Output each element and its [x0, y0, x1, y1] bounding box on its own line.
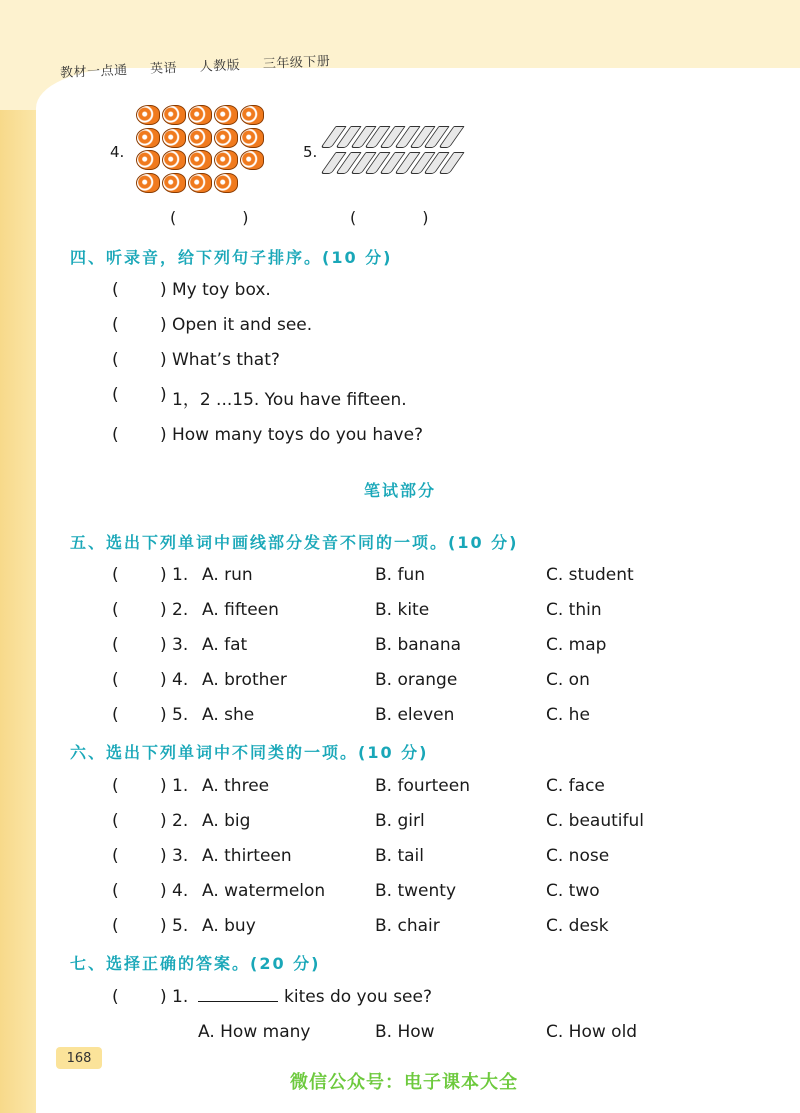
- sentence-text: How many toys do you have?: [172, 425, 424, 445]
- option-c[interactable]: C. desk: [546, 916, 609, 936]
- option-c[interactable]: C. nose: [546, 846, 610, 866]
- fish-icon: [188, 105, 212, 125]
- option-b[interactable]: B. girl: [375, 811, 425, 831]
- sentence-text: My toy box.: [172, 280, 271, 300]
- question-number: 2.: [172, 600, 189, 620]
- option-b[interactable]: B. twenty: [375, 881, 456, 901]
- section-4-title: 四、听录音，给下列句子排序。(10 分): [70, 248, 393, 267]
- answer-bracket-close: ): [160, 635, 167, 655]
- fish-icon: [214, 150, 238, 170]
- watermark-text: 微信公众号：电子课本大全: [290, 1072, 518, 1093]
- book-title: 教材一点通: [59, 63, 128, 81]
- fish-icon: [240, 128, 264, 148]
- answer-bracket-open[interactable]: (: [112, 600, 119, 620]
- question-number: 1.: [172, 987, 189, 1007]
- question-number: 4.: [172, 670, 189, 690]
- answer-bracket-close: ): [160, 881, 167, 901]
- fish-icon: [214, 105, 238, 125]
- answer-bracket-close: ): [160, 385, 167, 405]
- option-a[interactable]: A. buy: [202, 916, 256, 936]
- answer-bracket-open[interactable]: (: [112, 705, 119, 725]
- answer-bracket-open[interactable]: (: [112, 565, 119, 585]
- fill-blank[interactable]: [198, 987, 278, 1002]
- answer-bracket-close: ): [160, 315, 167, 335]
- answer-bracket-open[interactable]: (: [112, 846, 119, 866]
- option-b[interactable]: B. fourteen: [375, 776, 470, 796]
- option-c[interactable]: C. map: [546, 635, 607, 655]
- fish-icon: [188, 150, 212, 170]
- fish-picture: [136, 105, 262, 193]
- question-number: 4.: [172, 881, 189, 901]
- item-5-label: 5.: [303, 143, 318, 161]
- section-7-title: 七、选择正确的答案。(20 分): [70, 954, 321, 973]
- answer-bracket-close: ): [160, 565, 167, 585]
- option-c[interactable]: C. student: [546, 565, 634, 585]
- question-stem: kites do you see?: [284, 987, 432, 1007]
- answer-bracket-open[interactable]: (: [112, 280, 119, 300]
- answer-bracket-close: ): [160, 846, 167, 866]
- question-number: 2.: [172, 811, 189, 831]
- written-part-title: 笔试部分: [363, 481, 436, 500]
- fish-icon: [136, 105, 160, 125]
- answer-bracket-close: ): [160, 425, 167, 445]
- question-number: 5.: [172, 916, 189, 936]
- option-c[interactable]: C. face: [546, 776, 605, 796]
- option-a[interactable]: A. run: [202, 565, 253, 585]
- answer-bracket-close: ): [160, 811, 167, 831]
- option-c[interactable]: C. two: [546, 881, 600, 901]
- option-a[interactable]: A. How many: [198, 1022, 311, 1042]
- fish-icon: [162, 173, 186, 193]
- option-b[interactable]: B. fun: [375, 565, 426, 585]
- question-number: 3.: [172, 846, 189, 866]
- page-number: 168: [56, 1047, 102, 1069]
- fish-icon: [136, 173, 160, 193]
- option-b[interactable]: B. How: [375, 1022, 435, 1042]
- answer-bracket-close: ): [160, 350, 167, 370]
- option-b[interactable]: B. eleven: [375, 705, 455, 725]
- option-a[interactable]: A. fat: [202, 635, 248, 655]
- option-a[interactable]: A. fifteen: [202, 600, 279, 620]
- answer-bracket-open[interactable]: (: [112, 670, 119, 690]
- answer-bracket-open[interactable]: (: [112, 881, 119, 901]
- question-number: 1.: [172, 565, 189, 585]
- answer-bracket-close: ): [160, 280, 167, 300]
- answer-bracket-close: ): [160, 987, 167, 1007]
- option-a[interactable]: A. thirteen: [202, 846, 292, 866]
- fish-icon: [162, 128, 186, 148]
- pencil-picture: [328, 126, 458, 174]
- fish-icon: [240, 105, 264, 125]
- option-b[interactable]: B. banana: [375, 635, 462, 655]
- answer-bracket-close: ): [160, 776, 167, 796]
- answer-bracket-open[interactable]: (: [112, 635, 119, 655]
- answer-blank-4[interactable]: ( ): [170, 208, 275, 227]
- question-text: [198, 987, 432, 1007]
- option-b[interactable]: B. chair: [375, 916, 440, 936]
- fish-icon: [162, 150, 186, 170]
- option-b[interactable]: B. kite: [375, 600, 430, 620]
- answer-bracket-close: ): [160, 916, 167, 936]
- option-c[interactable]: C. he: [546, 705, 590, 725]
- fish-icon: [136, 128, 160, 148]
- question-number: 3.: [172, 635, 189, 655]
- answer-bracket-open[interactable]: (: [112, 315, 119, 335]
- answer-bracket-close: ): [160, 705, 167, 725]
- option-c[interactable]: C. How old: [546, 1022, 638, 1042]
- option-c[interactable]: C. thin: [546, 600, 602, 620]
- sentence-text: Open it and see.: [172, 315, 313, 335]
- answer-bracket-open[interactable]: (: [112, 987, 119, 1007]
- item-4-label: 4.: [110, 143, 125, 161]
- answer-bracket-open[interactable]: (: [112, 425, 119, 445]
- answer-bracket-open[interactable]: (: [112, 811, 119, 831]
- answer-bracket-close: ): [160, 600, 167, 620]
- option-a[interactable]: A. three: [202, 776, 270, 796]
- fish-icon: [240, 150, 264, 170]
- option-c[interactable]: C. beautiful: [546, 811, 644, 831]
- section-5-title: 五、选出下列单词中画线部分发音不同的一项。(10 分): [70, 533, 519, 552]
- answer-bracket-open[interactable]: (: [112, 916, 119, 936]
- option-b[interactable]: B. orange: [375, 670, 458, 690]
- answer-bracket-close: ): [160, 670, 167, 690]
- answer-blank-5[interactable]: ( ): [350, 208, 455, 227]
- section-6-title: 六、选出下列单词中不同类的一项。(10 分): [70, 743, 429, 762]
- option-a[interactable]: A. brother: [202, 670, 287, 690]
- fish-icon: [188, 128, 212, 148]
- grade-label: 三年级下册: [262, 54, 331, 73]
- sentence-text: What’s that?: [172, 350, 280, 370]
- option-a[interactable]: A. big: [202, 811, 251, 831]
- option-a[interactable]: A. watermelon: [202, 881, 326, 901]
- question-number: 1.: [172, 776, 189, 796]
- sentence-text: 1，2 ...15. You have fifteen.: [172, 390, 407, 410]
- edition-label: 人教版: [199, 58, 241, 75]
- option-b[interactable]: B. tail: [375, 846, 424, 866]
- answer-bracket-open[interactable]: (: [112, 776, 119, 796]
- fish-icon: [214, 128, 238, 148]
- option-a[interactable]: A. she: [202, 705, 255, 725]
- option-c[interactable]: C. on: [546, 670, 590, 690]
- page-edge-decoration: [0, 110, 36, 1113]
- answer-bracket-open[interactable]: (: [112, 385, 119, 405]
- fish-icon: [162, 105, 186, 125]
- fish-icon: [188, 173, 212, 193]
- subject-label: 英语: [149, 60, 178, 78]
- fish-icon: [214, 173, 238, 193]
- fish-icon: [136, 150, 160, 170]
- question-number: 5.: [172, 705, 189, 725]
- answer-bracket-open[interactable]: (: [112, 350, 119, 370]
